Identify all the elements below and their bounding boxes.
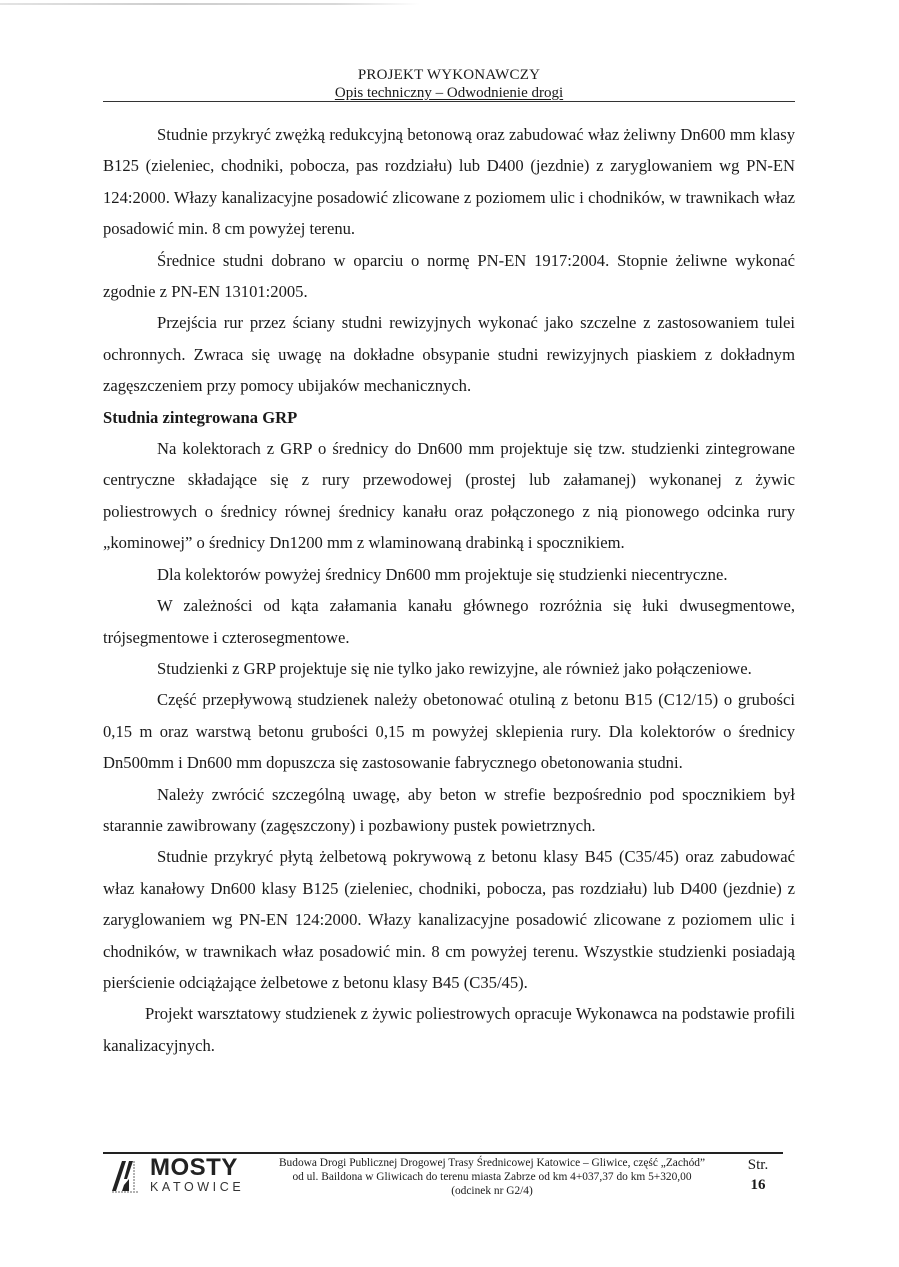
paragraph: Należy zwrócić szczególną uwagę, aby beton w strefie bezpośrednio pod spocznikiem był starannie zawibrowany (zagęszczony) i pozbawiony pustek powietrznych. <box>103 784 795 835</box>
paragraph: Na kolektorach z GRP o średnicy do Dn600 mm projektuje się tzw. studzienki zintegrowane centryczne składające się z rury przewodowej (prostej lub załamanej) wykonanej z żywic poliestrowych o średnicy równej średnicy kanału oraz połączonego z nią pionowego odcinka rury „kominowej” o średnicy Dn1200 mm z wlaminowaną drabinką i spocznikiem. <box>103 439 795 553</box>
paragraph: Projekt warsztatowy studzienek z żywic poliestrowych opracuje Wykonawca na podstawie profili kanalizacyjnych. <box>103 1004 795 1055</box>
paragraph: Studnie przykryć zwężką redukcyjną betonową oraz zabudować właz żeliwny Dn600 mm klasy B125 (zieleniec, chodniki, pobocza, pas rozdziału) lub D400 (jezdnie) z zaryglowaniem wg PN-EN 124:2000. Włazy kanalizacyjne posadowić zlicowane z poziomem ulic i chodników, w trawnikach właz posadowić min. 8 cm powyżej terenu. <box>103 125 795 239</box>
project-description <box>262 1156 722 1198</box>
page-label: Str. <box>747 1157 769 1173</box>
paragraph: W zależności od kąta załamania kanału głównego rozróżnia się łuki dwusegmentowe, trójsegmentowe i czterosegmentowe. <box>103 596 795 647</box>
project-line-2: od ul. Baildona w Gliwicach do terenu miasta Zabrze od km 4+037,37 do km 5+320,00 <box>292 1171 692 1183</box>
paragraph: Część przepływową studzienek należy obetonować otuliną z betonu B15 (C12/15) o grubości 0,15 m oraz warstwą betonu grubości 0,15 m powyżej sklepienia rury. Dla kolektorów o średnicy Dn500mm i Dn600 mm dopuszcza się zastosowanie fabrycznego obetonowania studni. <box>103 690 795 773</box>
header-divider <box>103 101 795 102</box>
company-logo <box>112 1156 252 1196</box>
project-line-1: Budowa Drogi Publicznej Drogowej Trasy Średnicowej Katowice – Gliwice, część „Zachód” <box>278 1157 706 1169</box>
paragraph: Studzienki z GRP projektuje się nie tylko jako rewizyjne, ale również jako połączeniowe. <box>157 658 752 678</box>
document-title: PROJEKT WYKONAWCZY <box>357 67 541 83</box>
mosty-logo-icon <box>112 1159 138 1193</box>
paragraph: Dla kolektorów powyżej średnicy Dn600 mm projektuje się studzienki niecentryczne. <box>157 564 728 584</box>
logo-city: KATOWICE <box>150 1180 245 1194</box>
page-indicator <box>738 1156 778 1194</box>
paragraph: Studnie przykryć płytą żelbetową pokrywową z betonu klasy B45 (C35/45) oraz zabudować właz kanałowy Dn600 klasy B125 (zieleniec, chodniki, pobocza, pas rozdziału) lub D400 (jezdnie) z zaryglowaniem wg PN-EN 124:2000. Włazy kanalizacyjne posadowić zlicowane z poziomem ulic i chodników, w trawnikach właz posadowić min. 8 cm powyżej terenu. Wszystkie studzienki posiadają pierścienie odciążające żelbetowe z betonu klasy B45 (C35/45). <box>103 847 795 992</box>
project-line-3: (odcinek nr G2/4) <box>451 1185 533 1197</box>
section-heading: Studnia zintegrowana GRP <box>103 407 298 427</box>
document-subtitle: Opis techniczny – Odwodnienie drogi <box>334 85 564 101</box>
scan-artifact-line <box>0 3 420 5</box>
logo-name: MOSTY <box>150 1154 238 1181</box>
page-header <box>103 66 795 102</box>
page-number: 16 <box>750 1177 766 1193</box>
paragraph: Przejścia rur przez ściany studni rewizyjnych wykonać jako szczelne z zastosowaniem tulei ochronnych. Zwraca się uwagę na dokładne obsypanie studni rewizyjnych piaskiem z dokładnym zagęszczeniem przy pomocy ubijaków mechanicznych. <box>103 313 795 396</box>
document-body <box>103 119 795 1061</box>
paragraph: Średnice studni dobrano w oparciu o normę PN-EN 1917:2004. Stopnie żeliwne wykonać zgodnie z PN-EN 13101:2005. <box>103 250 795 302</box>
